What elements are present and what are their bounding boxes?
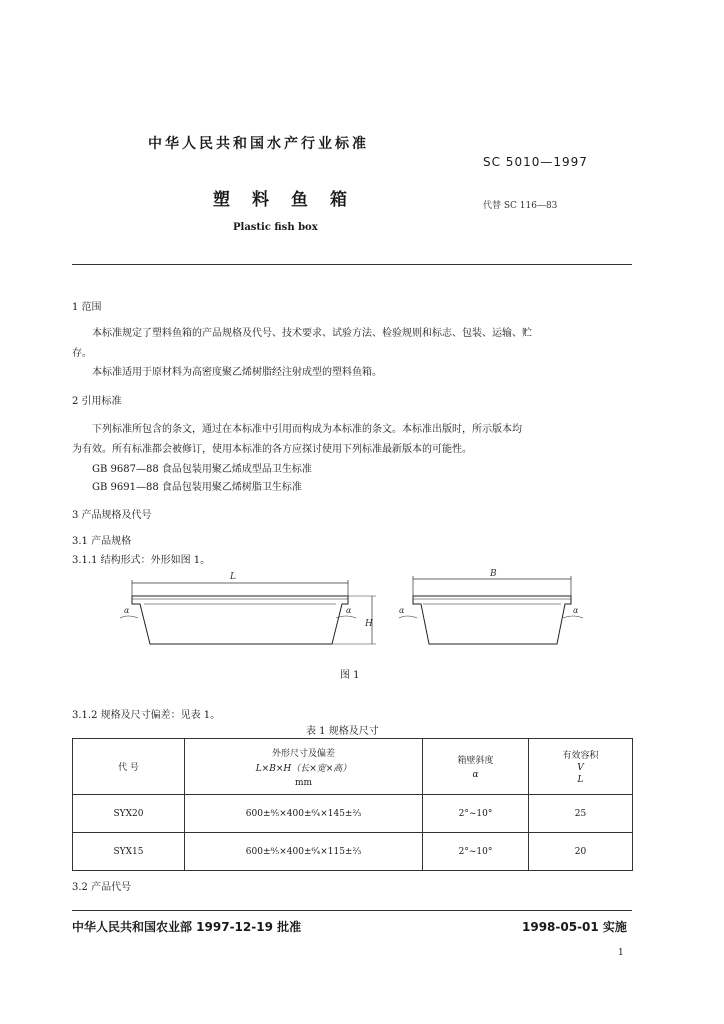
section-1-para-1b: 存。 — [72, 348, 92, 359]
label-H: H — [365, 619, 373, 629]
header-dim-l3: mm — [294, 777, 313, 788]
header-dim-l2: L×B×H（长×宽×高） — [255, 763, 352, 774]
issuing-org: 中华人民共和国水产行业标准 — [148, 136, 369, 152]
label-alpha-left-b: α — [399, 606, 405, 615]
spec-table — [72, 738, 633, 871]
label-B: B — [490, 569, 497, 579]
cell-code: SYX20 — [73, 795, 185, 833]
standard-number: SC 5010—1997 — [483, 155, 588, 169]
cell-dims: 600±⁸⁄₅×400±⁶⁄₄×115±²⁄₃ — [185, 833, 423, 871]
header-code: 代 号 — [73, 739, 185, 795]
header-volume-l2: V — [577, 763, 584, 773]
label-alpha-right: α — [346, 606, 352, 615]
table-row — [73, 795, 633, 833]
header-slope-l1: 箱壁斜度 — [457, 756, 494, 766]
page-number: 1 — [618, 948, 624, 958]
section-2-heading: 2 引用标准 — [72, 396, 122, 407]
header-slope-l2: α — [472, 770, 479, 780]
header-volume-l1: 有效容积 — [562, 751, 599, 761]
cell-dims: 600±⁸⁄₅×400±⁶⁄₄×145±²⁄₃ — [185, 795, 423, 833]
cell-slope: 2°~10° — [423, 795, 529, 833]
english-title: Plastic fish box — [233, 222, 318, 233]
replaces-standard: 代替 SC 116—83 — [483, 201, 558, 211]
header-divider — [72, 264, 632, 265]
document-title: 塑料鱼箱 — [213, 190, 369, 210]
cell-volume: 20 — [529, 833, 633, 871]
section-3-1-2: 3.1.2 规格及尺寸偏差：见表 1。 — [72, 710, 221, 721]
reference-1: GB 9687—88 食品包装用聚乙烯成型品卫生标准 — [92, 464, 312, 475]
label-alpha-right-b: α — [573, 606, 579, 615]
cell-slope: 2°~10° — [423, 833, 529, 871]
table-row — [73, 833, 633, 871]
section-2-para-1b: 为有效。所有标准都会被修订，使用本标准的各方应探讨使用下列标准最新版本的可能性。 — [72, 444, 472, 455]
section-3-2: 3.2 产品代号 — [72, 882, 132, 893]
header-volume — [529, 739, 633, 795]
table-header-row — [73, 739, 633, 795]
figure-1-width-view — [395, 566, 595, 656]
figure-1-length-view — [110, 566, 380, 656]
header-dimensions — [185, 739, 423, 795]
label-L: L — [230, 572, 236, 582]
section-3-1: 3.1 产品规格 — [72, 536, 132, 547]
figure-1-caption: 图 1 — [340, 670, 360, 681]
reference-2: GB 9691—88 食品包装用聚乙烯树脂卫生标准 — [92, 482, 302, 493]
implementation-date: 1998-05-01 实施 — [522, 920, 627, 934]
section-1-heading: 1 范围 — [72, 302, 102, 313]
section-2-para-1a: 下列标准所包含的条文，通过在本标准中引用而构成为本标准的条文。本标准出版时，所示版本均 — [92, 424, 522, 435]
header-volume-l3: L — [577, 775, 584, 785]
cell-volume: 25 — [529, 795, 633, 833]
section-1-para-1a: 本标准规定了塑料鱼箱的产品规格及代号、技术要求、试验方法、检验规则和标志、包装、运输、贮 — [92, 328, 532, 339]
footer-divider — [72, 910, 632, 911]
section-3-1-1: 3.1.1 结构形式：外形如图 1。 — [72, 555, 211, 566]
approval-date: 中华人民共和国农业部 1997-12-19 批准 — [72, 920, 302, 934]
header-slope — [423, 739, 529, 795]
table-1-title: 表 1 规格及尺寸 — [306, 726, 379, 737]
header-dim-l1: 外形尺寸及偏差 — [271, 748, 335, 759]
section-1-para-2: 本标准适用于原材料为高密度聚乙烯树脂经注射成型的塑料鱼箱。 — [92, 367, 382, 378]
cell-code: SYX15 — [73, 833, 185, 871]
label-alpha-left: α — [124, 606, 130, 615]
section-3-heading: 3 产品规格及代号 — [72, 510, 152, 521]
